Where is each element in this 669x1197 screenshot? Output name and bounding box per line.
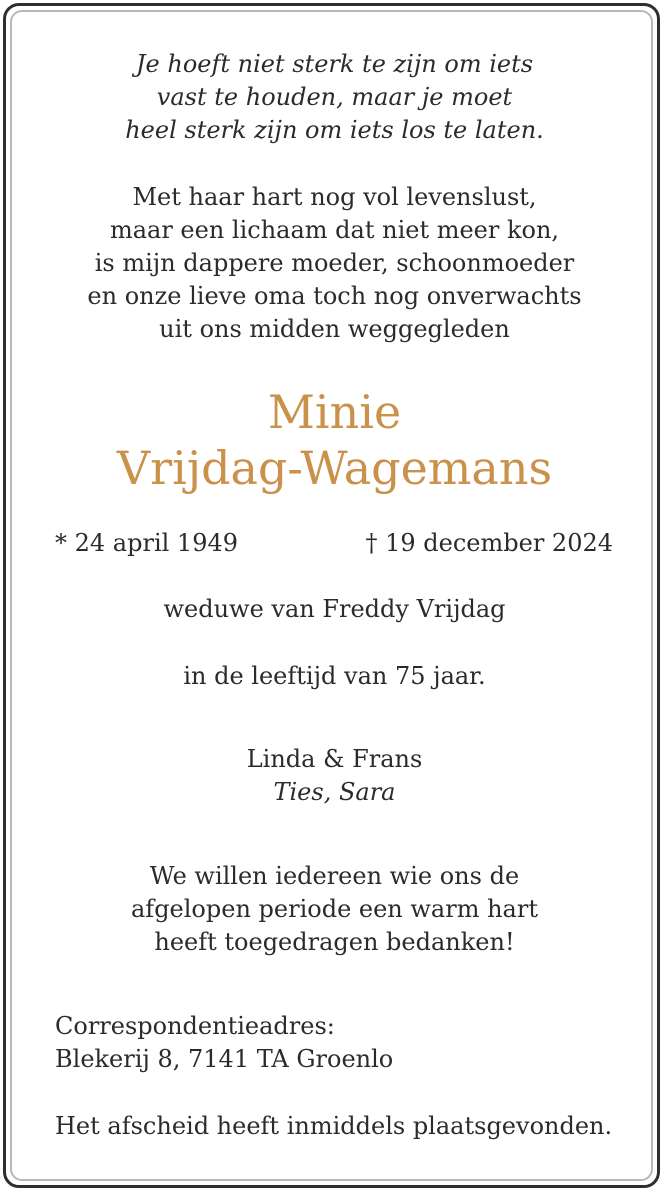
age-text: in de leeftijd van 75 jaar. <box>183 662 486 690</box>
thanks-text <box>0 860 669 959</box>
birth-date: * 24 april 1949 <box>55 529 238 557</box>
intro-line: Met haar hart nog vol levenslust, <box>132 183 537 211</box>
family-names <box>0 743 669 809</box>
correspondence-label: Correspondentieadres: <box>55 1012 335 1040</box>
deceased-last-name: Vrijdag-Wagemans <box>116 441 553 495</box>
thanks-line: heeft toegedragen bedanken! <box>154 928 515 956</box>
intro-line: uit ons midden weggegleden <box>159 315 510 343</box>
deceased-first-name: Minie <box>267 385 402 439</box>
quote-line: Je hoeft niet sterk te zijn om iets <box>135 50 534 78</box>
quote-line: heel sterk zijn om iets los te laten. <box>125 116 544 144</box>
farewell-note: Het afscheid heeft inmiddels plaatsgevonden. <box>55 1112 613 1140</box>
children-names: Linda & Frans <box>246 745 423 773</box>
death-date: † 19 december 2024 <box>365 529 613 557</box>
correspondence-address: Blekerij 8, 7141 TA Groenlo <box>55 1045 394 1073</box>
thanks-line: We willen iedereen wie ons de <box>149 862 520 890</box>
quote-line: vast te houden, maar je moet <box>156 83 513 111</box>
intro-line: is mijn dappere moeder, schoonmoeder <box>94 249 575 277</box>
widow-of: weduwe van Freddy Vrijdag <box>163 595 506 623</box>
intro-line: maar een lichaam dat niet meer kon, <box>109 216 560 244</box>
opening-quote <box>0 48 669 147</box>
thanks-line: afgelopen periode een warm hart <box>131 895 538 923</box>
correspondence-block <box>55 1010 393 1076</box>
intro-text <box>0 181 669 346</box>
intro-line: en onze lieve oma toch nog onverwachts <box>87 282 582 310</box>
grandchildren-names: Ties, Sara <box>273 778 396 806</box>
